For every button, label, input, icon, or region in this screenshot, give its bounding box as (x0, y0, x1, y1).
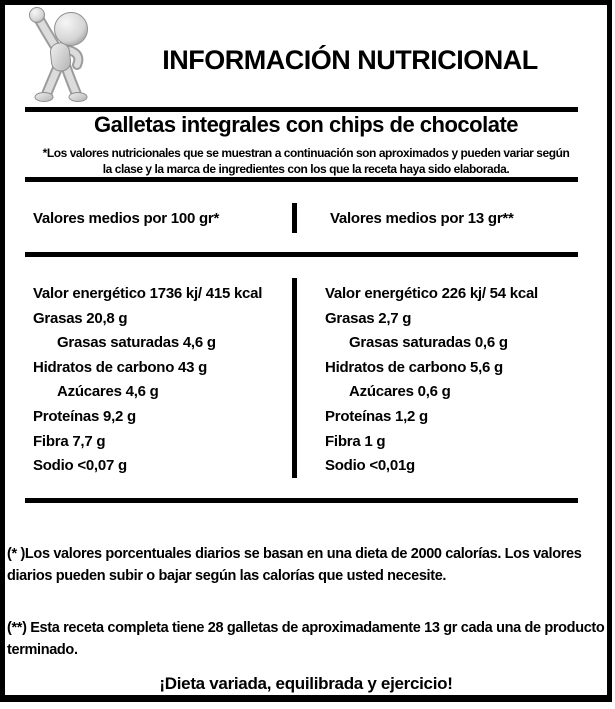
nutrient-row-carbohydrates: Hidratos de carbono 43 g (33, 358, 208, 376)
disclaimer-text (5, 146, 607, 177)
footnote-recipe-yield: (**) Esta receta completa tiene 28 galletas de aproximadamente 13 gr cada una de producto terminado. (7, 620, 605, 658)
nutrient-row-protein: Proteínas 1,2 g (325, 407, 428, 425)
horizontal-rule-footnotes (25, 498, 578, 503)
body-vertical-divider (292, 278, 297, 478)
nutrient-row-sugars: Azúcares 4,6 g (57, 383, 159, 401)
nutrient-row-energy: Valor energético 1736 kj/ 415 kcal (33, 285, 263, 302)
horizontal-rule-headers (25, 252, 578, 257)
nutrient-row-energy: Valor energético 226 kj/ 54 kcal (325, 285, 538, 302)
product-title: Galletas integrales con chips de chocolate (93, 112, 519, 137)
column-header-per-13g: Valores medios por 13 gr** (330, 210, 514, 227)
nutrient-row-fiber: Fibra 7,7 g (33, 432, 106, 450)
disclaimer-line-1: *Los valores nutricionales que se muestran a continuación son aproximados y pueden variar según (42, 146, 570, 160)
disclaimer-line-2: la clase y la marca de ingredientes con los que la receta haya sido elaborada. (102, 161, 510, 176)
slogan-text: ¡Dieta variada, equilibrada y ejercicio! (159, 674, 453, 693)
header-vertical-divider (292, 203, 297, 233)
horizontal-rule-disclaimer (25, 177, 578, 182)
nutrient-row-sodium: Sodio <0,07 g (33, 457, 127, 475)
person-celebrating-icon (18, 6, 102, 106)
nutrient-row-sodium: Sodio <0,01g (325, 457, 415, 475)
nutrient-row-fiber: Fibra 1 g (325, 432, 386, 450)
nutrient-row-fat: Grasas 20,8 g (33, 309, 128, 327)
nutrient-column-per-13g (325, 282, 538, 479)
footnote-daily-values: (* )Los valores porcentuales diarios se basan en una dieta de 2000 calorías. Los valores diarios pueden subir o bajar según las calorías que usted necesite. (7, 546, 582, 584)
page-title: INFORMACIÓN NUTRICIONAL (162, 45, 538, 75)
nutrient-row-sugars: Azúcares 0,6 g (349, 383, 451, 401)
nutrient-row-carbohydrates: Hidratos de carbono 5,6 g (325, 358, 503, 376)
nutrient-row-saturated-fat: Grasas saturadas 0,6 g (349, 334, 508, 352)
nutrient-row-fat: Grasas 2,7 g (325, 309, 412, 327)
nutrient-row-saturated-fat: Grasas saturadas 4,6 g (57, 334, 216, 352)
nutrient-column-per-100g (33, 282, 262, 479)
nutrient-row-protein: Proteínas 9,2 g (33, 407, 136, 425)
column-header-per-100g: Valores medios por 100 gr* (33, 210, 220, 227)
